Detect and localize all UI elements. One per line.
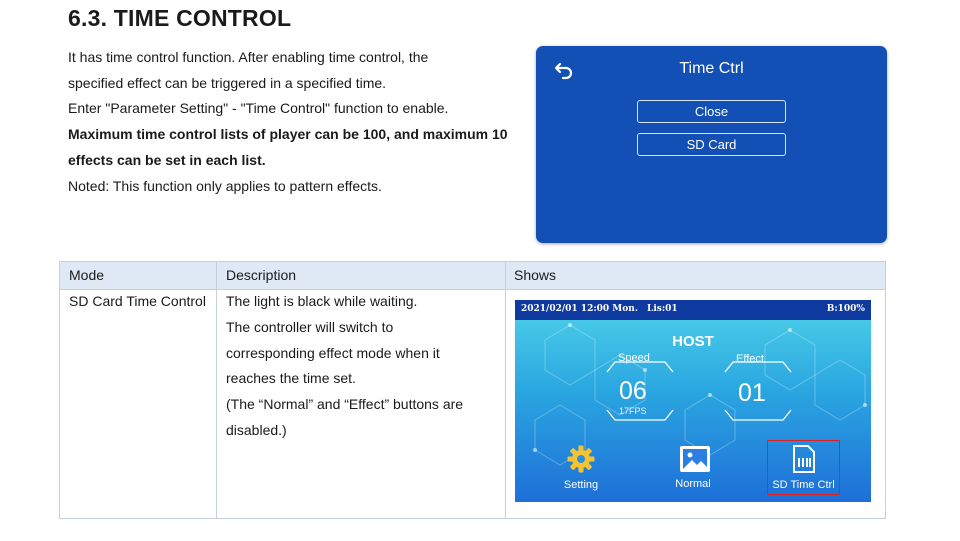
intro-line: It has time control function. After enabling time control, the xyxy=(68,49,429,65)
effect-value: 01 xyxy=(738,379,766,407)
description-line: corresponding effect mode when it xyxy=(226,344,440,361)
description-line: reaches the time set. xyxy=(226,370,356,387)
sd-time-ctrl-highlight xyxy=(767,440,840,495)
time-ctrl-panel xyxy=(536,46,887,243)
battery-indicator: B:100% xyxy=(826,304,865,314)
setting-label: Setting xyxy=(563,479,599,491)
datetime: 2021/02/01 12:00 Mon. xyxy=(521,304,638,314)
normal-label: Normal xyxy=(675,478,711,490)
header-shows: Shows xyxy=(514,267,557,283)
panel-title: Time Ctrl xyxy=(679,60,744,77)
description-line: The controller will switch to xyxy=(226,318,394,335)
sd-time-ctrl-label: SD Time Ctrl xyxy=(772,479,835,491)
status-bar xyxy=(515,300,871,320)
description-line: (The “Normal” and “Effect” buttons are xyxy=(226,396,464,413)
header-description: Description xyxy=(226,267,297,283)
image-icon[interactable] xyxy=(679,445,711,473)
intro-text xyxy=(68,45,528,199)
header-mode: Mode xyxy=(69,267,105,283)
intro-line: Enter "Parameter Setting" - "Time Control" function to enable. xyxy=(68,100,449,117)
intro-line: specified effect can be triggered in a specified time. xyxy=(68,74,387,91)
description-line: disabled.) xyxy=(226,421,287,438)
host-label: HOST xyxy=(672,333,714,350)
column-mode xyxy=(60,262,217,518)
gear-icon[interactable] xyxy=(566,444,596,474)
intro-note: Noted: This function only applies to pattern effects. xyxy=(68,177,382,194)
page-heading: 6.3. TIME CONTROL xyxy=(68,5,292,31)
intro-line-bold: effects can be set in each list. xyxy=(68,151,266,168)
fps-value: 17FPS xyxy=(619,406,647,416)
speed-label: Speed xyxy=(618,352,650,364)
device-screen xyxy=(515,300,871,502)
speed-value: 06 xyxy=(619,377,647,405)
cell-mode: SD Card Time Control xyxy=(69,293,206,309)
sd-card-button[interactable]: SD Card xyxy=(637,133,786,156)
list-indicator: Lis:01 xyxy=(647,304,678,314)
intro-line-bold: Maximum time control lists of player can be 100, and maximum 10 xyxy=(68,126,508,143)
close-button[interactable]: Close xyxy=(637,100,786,123)
cell-description xyxy=(226,289,463,444)
column-description xyxy=(217,262,506,518)
effect-label: Effect xyxy=(736,353,764,365)
description-line: The light is black while waiting. xyxy=(226,293,418,309)
